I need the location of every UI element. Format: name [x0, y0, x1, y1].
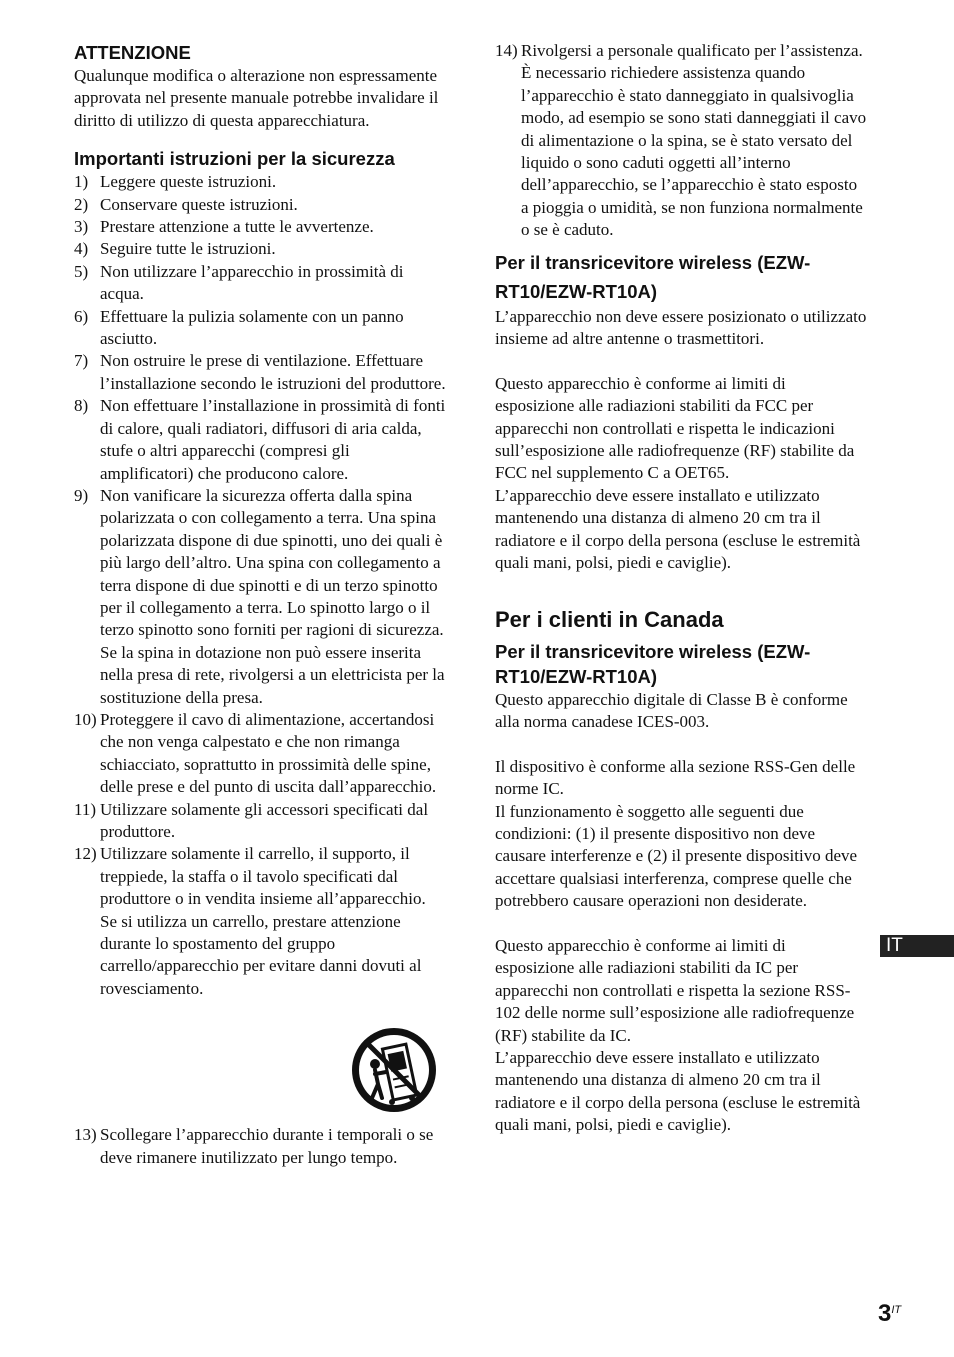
list-item: 7) Non ostruire le prese di ventilazione. Effettuare l’installazione secondo le istruzioni del produttore. — [74, 351, 446, 393]
canada-paragraph-3: Il funzionamento è soggetto alle seguenti due condizioni: (1) il presente dispositivo non deve causare interferenze e (2) il presente dispositivo deve accettare qualsiasi interferenza, comprese quelle che potrebbero causare operazioni non desiderate. — [495, 801, 858, 911]
list-item: 10) Proteggere il cavo di alimentazione, accertandosi che non venga calpestato e che non rimanga schiacciato, soprattutto in prossimità delle spine, delle prese e del punto di uscita dall’apparecchio. — [74, 709, 437, 797]
wireless-paragraph-2: Questo apparecchio è conforme ai limiti di esposizione alle radiazioni stabiliti da FCC per apparecchi non controllati e rispetta le indicazioni sull’esposizione alle radiofrequenze (RF) stabilite da FCC nel supplemento C a OET65. — [495, 373, 855, 483]
page-number-value: 3 — [878, 1300, 892, 1327]
cart-warning-figure — [74, 1024, 440, 1116]
canada-paragraph-1: Questo apparecchio digitale di Classe B è conforme alla norma canadese ICES-003. — [495, 689, 848, 731]
list-item: 2) Conservare queste istruzioni. — [74, 194, 298, 214]
list-item: 8) Non effettuare l’installazione in prossimità di fonti di calore, quali radiatori, diffusori di aria calda, stufe o altri apparecchi (compresi gli amplificatori) che producono calore. — [74, 396, 446, 483]
list-item: 6) Effettuare la pulizia solamente con un panno asciutto. — [74, 306, 404, 349]
left-column — [74, 40, 446, 1169]
canada-paragraph-5: L’apparecchio deve essere installato e utilizzato mantenendo una distanza di almeno 20 cm tra il radiatore e il corpo della persona (escluse le estremità quali mani, polsi, piedi e caviglie). — [495, 1047, 861, 1135]
wireless-paragraph-3: L’apparecchio deve essere installato e utilizzato mantenendo una distanza di almeno 20 cm tra il radiatore e il corpo della persona (escluse le estremità quali mani, polsi, piedi e caviglie). — [495, 485, 861, 573]
attention-heading: ATTENZIONE — [74, 42, 191, 63]
safety-instructions-list — [74, 171, 446, 1000]
page-number — [878, 1300, 901, 1328]
attention-text: Qualunque modifica o alterazione non espressamente approvata nel presente manuale potrebbe invalidare il diritto di utilizzo di questa apparecchiatura. — [74, 66, 439, 130]
wireless-paragraph-1: L’apparecchio non deve essere posizionato o utilizzato insieme ad altre antenne o trasmettitori. — [495, 306, 867, 349]
canada-paragraph-2: Il dispositivo è conforme alla sezione RSS-Gen delle norme IC. — [495, 756, 856, 799]
list-item: 4) Seguire tutte le istruzioni. — [74, 239, 276, 259]
safety-instructions-list-continued — [74, 1124, 446, 1169]
language-tab: IT — [880, 935, 954, 957]
page-number-suffix: IT — [891, 1304, 902, 1316]
wireless-heading: Per il transricevitore wireless (EZW-RT10/EZW-RT10A) — [495, 251, 811, 302]
right-column — [495, 40, 867, 1137]
list-item: 14) Rivolgersi a personale qualificato per l’assistenza. È necessario richiedere assistenza quando l’apparecchio è stato danneggiato in qualsivoglia modo, ad esempio se sono stati danneggiati il cavo di alimentazione o la spina, se è stato versato del liquido o sono caduti oggetti all’interno dell’apparecchio, se l’apparecchio è stato esposto a pioggia o umidità, se non funziona normalmente o se è caduto. — [495, 41, 867, 240]
canada-heading: Per i clienti in Canada — [495, 606, 724, 632]
canada-subheading: Per il transricevitore wireless (EZW-RT10/EZW-RT10A) — [495, 640, 811, 687]
canada-paragraph-4: Questo apparecchio è conforme ai limiti di esposizione alle radiazioni stabiliti da IC per apparecchi non controllati e rispetta la sezione RSS-102 delle norme sull’esposizione alle radiofrequenze (RF) stabilite da IC. — [495, 935, 855, 1045]
safety-instructions-list-end — [495, 40, 867, 242]
list-item: 5) Non utilizzare l’apparecchio in prossimità di acqua. — [74, 261, 404, 304]
list-item: 3) Prestare attenzione a tutte le avvertenze. — [74, 217, 374, 237]
list-item: 9) Non vanificare la sicurezza offerta dalla spina polarizzata o con collegamento a terra. Una spina polarizzata dispone di due spinotti, uno dei quali è più largo dell’altro. Una spina con collegamento a terra dispone di due spinotti e di un terzo spinotto per il collegamento a terra. Lo spinotto largo o il terzo spinotto sono forniti per ragioni di sicurezza. Se la spina in dotazione non può essere inserita nella presa di rete, rivolgersi a un elettricista per la sostituzione della presa. — [74, 485, 445, 707]
list-item: 12) Utilizzare solamente il carrello, il supporto, il treppiede, la staffa o il tavolo specificati dal produttore o in vendita insieme all’apparecchio. Se si utilizza un carrello, prestare attenzione durante lo spostamento del gruppo carrello/apparecchio per evitare danni dovuti al rovesciamento. — [74, 844, 426, 998]
cart-tip-over-warning-icon — [348, 1024, 440, 1116]
list-item: 1) Leggere queste istruzioni. — [74, 172, 277, 192]
safety-heading: Importanti istruzioni per la sicurezza — [74, 148, 395, 170]
list-item: 11) Utilizzare solamente gli accessori specificati dal produttore. — [74, 799, 429, 841]
list-item: 13) Scollegare l’apparecchio durante i temporali o se deve rimanere inutilizzato per lungo tempo. — [74, 1125, 434, 1167]
